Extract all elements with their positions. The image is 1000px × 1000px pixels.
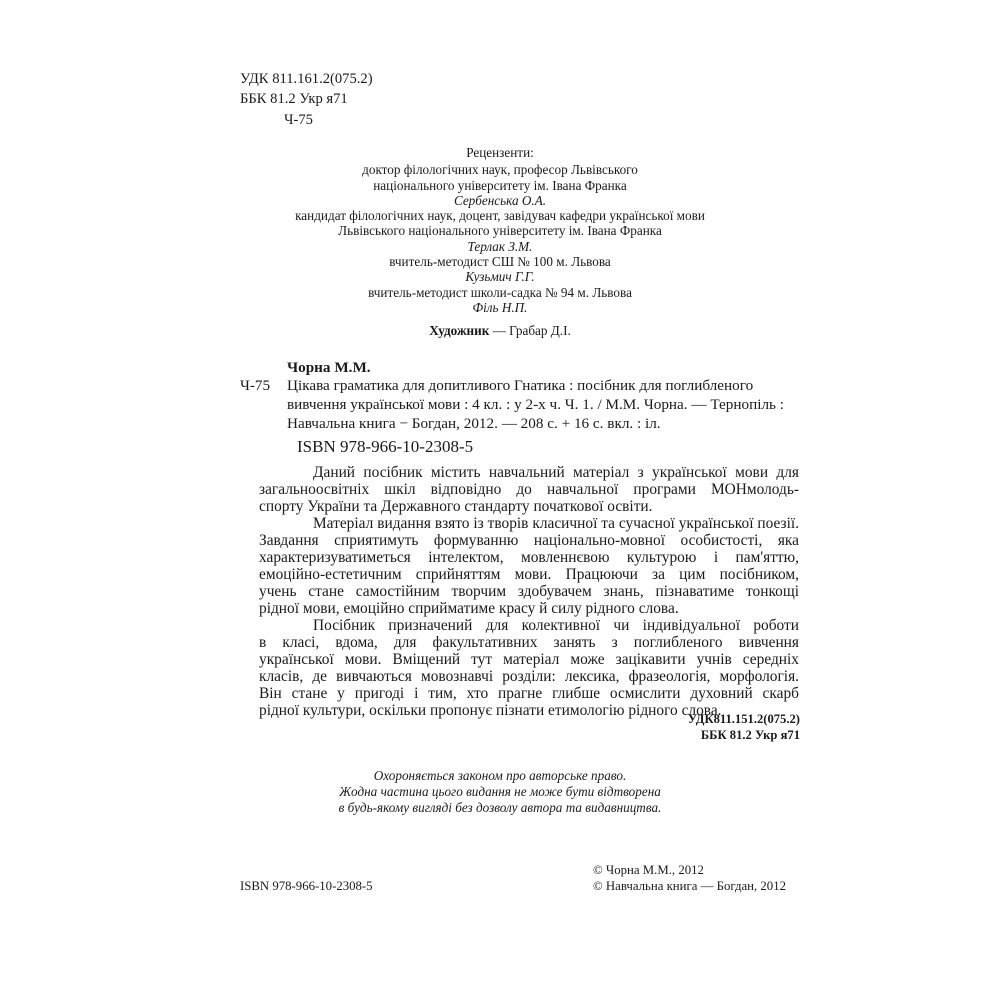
annotation-line: спорту України та Державного стандарту початкової освіти. (259, 498, 653, 515)
reviewer-name: Кузьмич Г.Г. (465, 269, 535, 284)
annotation-line: Даний посібник містить навчальний матеріал з української мови для (313, 464, 799, 481)
annotation-line: Завдання сприятимуть формуванню національно-мовної особистості, яка (259, 532, 799, 549)
copyright-notice-line: Охороняється законом про авторське право. (373, 768, 627, 783)
artist-credit (0, 323, 1000, 339)
reviewer-line: доктор філологічних наук, професор Львівського (362, 162, 638, 177)
reviewer-line: кандидат філологічних наук, доцент, завідувач кафедри української мови (295, 208, 705, 223)
bbk-code: ББК 81.2 Укр я71 (240, 91, 348, 107)
reviewer-name: Терлак З.М. (467, 239, 533, 254)
annotation-line: рідної мови, емоційно сприйматиме красу й силу рідного слова. (259, 600, 679, 617)
bib-author: Чорна М.М. (287, 359, 371, 376)
annotation-line: емоційно-естетичним сприйняттям мови. Працюючи за цим посібником, (259, 566, 799, 583)
classification-udk: УДК811.151.2(075.2) (687, 712, 800, 726)
annotation-line: української мови. Вміщений тут матеріал може зацікавити учнів середніх (259, 651, 799, 668)
artist-name: — Грабар Д.І. (489, 323, 571, 338)
bib-title-line: вивчення української мови : 4 кл. : у 2-х ч. Ч. 1. / М.М. Чорна. — Тернопіль : (287, 396, 784, 413)
author-code: Ч-75 (284, 112, 313, 128)
bib-isbn: ISBN 978-966-10-2308-5 (297, 437, 474, 456)
annotation-line: учень стане самостійним творчим здобувачем знань, пізнаватиме тонкощі (259, 583, 799, 600)
copyright-author: © Чорна М.М., 2012 (593, 863, 704, 877)
reviewers-title: Рецензенти: (466, 145, 534, 160)
annotation-line: Він стане у пригоді і тим, хто прагне глибше осмислити духовний скарб (259, 685, 799, 702)
annotation-line: рідної культури, оскільки пропонує пізнати етимологію рідного слова. (259, 702, 722, 719)
annotation-line: загальноосвітніх шкіл відповідно до навчальної програми МОНмолодь- (259, 481, 799, 498)
reviewer-line: вчитель-методист СШ № 100 м. Львова (389, 254, 611, 269)
footer-isbn: ISBN 978-966-10-2308-5 (240, 879, 373, 893)
annotation-line: Матеріал видання взято із творів класичної та сучасної української поезії. (313, 515, 799, 532)
classification-bbk: ББК 81.2 Укр я71 (700, 728, 800, 742)
reviewer-line: Львівського національного університету ім. Івана Франка (338, 223, 662, 238)
bib-title-line: Навчальна книга − Богдан, 2012. — 208 с. + 16 с. вкл. : іл. (287, 415, 661, 432)
annotation-line: характеризуватиметься інтелектом, мовленнєвою культурою і пам'яттю, (259, 549, 799, 566)
annotation-line: класів, де вивчаються мовознавчі розділи: лексика, фразеологія, морфологія. (259, 668, 799, 685)
reviewer-name: Філь Н.П. (472, 300, 528, 315)
bib-title-line: Цікава граматика для допитливого Гнатика : посібник для поглибленого (287, 377, 754, 394)
annotation-line: в класі, вдома, для факультативних занять з поглибленого вивчення (259, 634, 799, 651)
copyright-notice-line: Жодна частина цього видання не може бути відтворена (339, 784, 661, 799)
artist-label: Художник (429, 323, 490, 338)
copyright-publisher: © Навчальна книга — Богдан, 2012 (593, 879, 787, 893)
reviewer-name: Сербенська О.А. (453, 193, 547, 208)
reviewer-line: національного університету ім. Івана Франка (373, 178, 627, 193)
bib-code: Ч-75 (240, 377, 271, 394)
copyright-notice-line: в будь-якому вигляді без дозволу автора та видавництва. (338, 800, 662, 815)
udk-code: УДК 811.161.2(075.2) (240, 71, 373, 87)
reviewer-line: вчитель-методист школи-садка № 94 м. Львова (368, 285, 632, 300)
annotation-line: Посібник призначений для колективної чи індивідуальної роботи (313, 617, 799, 634)
